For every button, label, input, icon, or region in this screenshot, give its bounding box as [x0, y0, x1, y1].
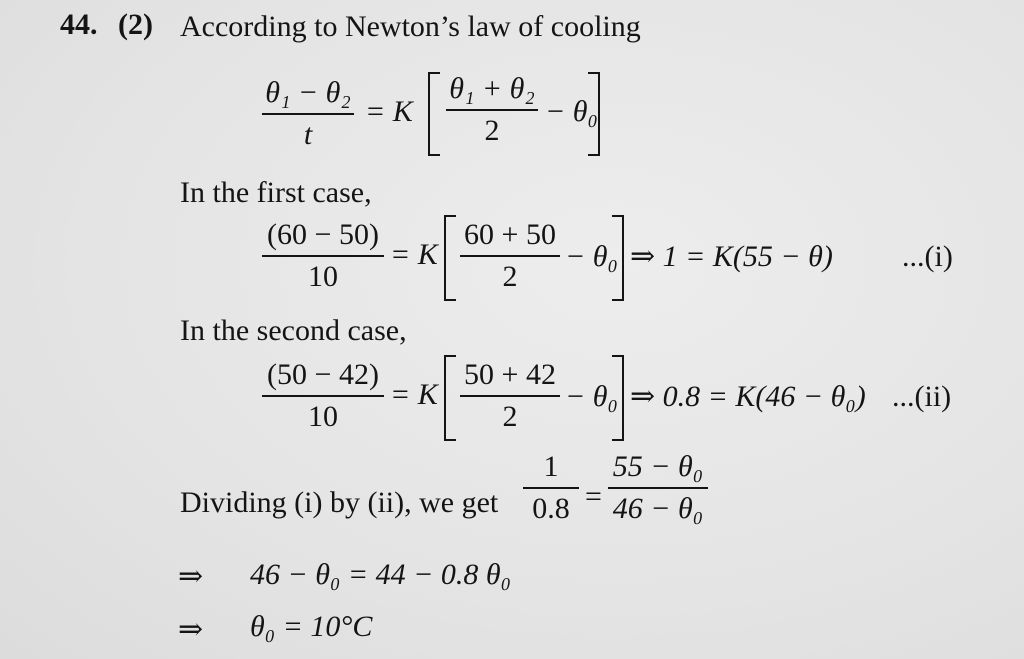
fraction-bar — [262, 255, 384, 257]
case2-tag: ...(ii) — [892, 380, 952, 413]
case1-equals-k: = K — [390, 238, 438, 271]
divide-fraction-2-numerator: 55 − θ₀ — [612, 450, 704, 483]
fraction-bar — [460, 395, 560, 397]
case2-lhs-denominator: 10 — [308, 400, 338, 433]
case2-inner-fraction — [460, 358, 560, 434]
case1-inner-numerator: 60 + 50 — [464, 218, 556, 251]
fraction-bar — [460, 255, 560, 257]
right-bracket — [612, 215, 624, 301]
case2-tail: − θ₀ — [565, 380, 618, 413]
case1-result: ⇒ 1 = K(55 − θ) — [630, 240, 833, 273]
case2-inner-denominator: 2 — [502, 400, 518, 433]
step2-expression: θ₀ = 10°C — [250, 610, 373, 643]
case1-tag: ...(i) — [902, 240, 953, 273]
fraction-bar — [262, 113, 354, 115]
eq-main-inner-numerator: θ₁ + θ₂ — [449, 72, 535, 105]
fraction-bar — [446, 109, 538, 111]
case2-equals-k: = K — [390, 378, 438, 411]
case1-lhs-fraction — [262, 218, 384, 294]
left-bracket — [428, 72, 440, 156]
eq-main-lhs-fraction — [262, 76, 354, 152]
case2-inner-numerator: 50 + 42 — [464, 358, 556, 391]
divide-fraction-1 — [523, 450, 579, 526]
step2-arrow: ⇒ — [178, 613, 204, 646]
case1-tail: − θ₀ — [565, 240, 618, 273]
divide-fraction-2-denominator: 46 − θ₀ — [612, 492, 704, 525]
left-bracket — [444, 355, 456, 441]
eq-main-tail: − θ₀ — [545, 95, 598, 128]
case2-label: In the second case, — [180, 314, 407, 347]
divide-equals: = — [585, 480, 602, 513]
case2-lhs-numerator: (50 − 42) — [267, 358, 379, 391]
fraction-bar — [608, 487, 708, 489]
eq-main-inner-denominator: 2 — [484, 114, 500, 147]
step1-expression: 46 − θ₀ = 44 − 0.8 θ₀ — [250, 558, 512, 591]
answer-option: (2) — [118, 8, 153, 41]
eq-main-equals-k: = K — [365, 95, 413, 128]
fraction-bar — [523, 487, 579, 489]
divide-label: Dividing (i) by (ii), we get — [180, 486, 499, 519]
case1-label: In the first case, — [180, 176, 372, 209]
case1-inner-denominator: 2 — [502, 260, 518, 293]
right-bracket — [588, 72, 600, 156]
case2-lhs-fraction — [262, 358, 384, 434]
eq-main-inner-fraction — [446, 72, 538, 148]
fraction-bar — [262, 395, 384, 397]
right-bracket — [612, 355, 624, 441]
left-bracket — [444, 215, 456, 301]
case1-inner-fraction — [460, 218, 560, 294]
step1-arrow: ⇒ — [178, 560, 204, 593]
question-number: 44. — [60, 8, 98, 41]
eq-main-lhs-numerator: θ₁ − θ₂ — [265, 76, 351, 109]
eq-main-lhs-denominator: t — [303, 118, 313, 151]
case1-lhs-denominator: 10 — [308, 260, 338, 293]
case2-result: ⇒ 0.8 = K(46 − θ₀) — [630, 380, 866, 413]
divide-fraction-1-denominator: 0.8 — [532, 492, 570, 525]
case1-lhs-numerator: (60 − 50) — [267, 218, 379, 251]
question-heading: According to Newton’s law of cooling — [180, 10, 641, 43]
divide-fraction-2 — [608, 450, 708, 526]
divide-fraction-1-numerator: 1 — [543, 450, 559, 483]
